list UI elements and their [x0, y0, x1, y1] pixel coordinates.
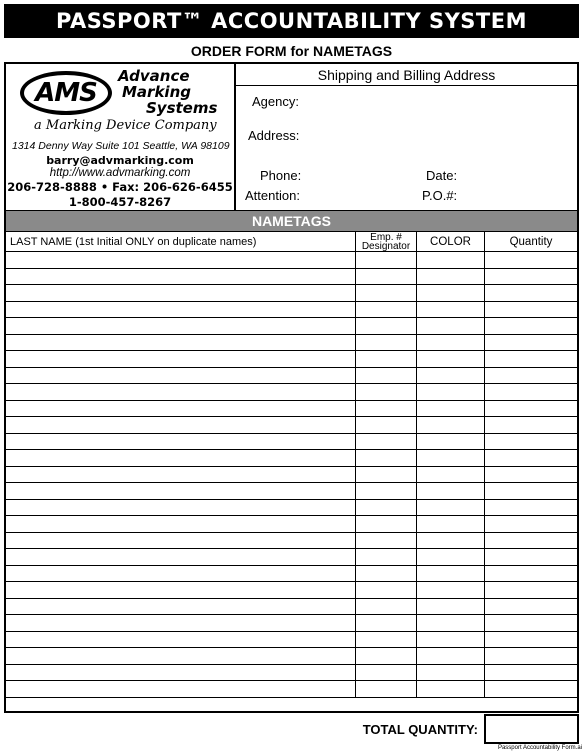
cell-emp-designator[interactable]: [356, 533, 417, 549]
cell-emp-designator[interactable]: [356, 450, 417, 466]
company-tagline: a Marking Device Company: [34, 118, 217, 133]
company-toll-free: 1-800-457-8267: [68, 195, 172, 209]
address-label: Address:: [248, 128, 300, 143]
cell-color[interactable]: [417, 665, 485, 681]
cell-color[interactable]: [417, 417, 485, 433]
cell-last-name[interactable]: [6, 533, 356, 549]
table-row: [6, 681, 577, 698]
table-row: [6, 648, 577, 665]
table-row: [6, 566, 577, 583]
cell-quantity[interactable]: [485, 533, 577, 549]
cell-color[interactable]: [417, 401, 485, 417]
cell-emp-designator[interactable]: [356, 500, 417, 516]
cell-emp-designator[interactable]: [356, 335, 417, 351]
ams-logo-text: AMS: [35, 78, 97, 108]
table-row: [6, 335, 577, 352]
cell-last-name[interactable]: [6, 615, 356, 631]
cell-emp-designator[interactable]: [356, 467, 417, 483]
table-row: [6, 516, 577, 533]
cell-last-name[interactable]: [6, 434, 356, 450]
company-email[interactable]: barry@advmarking.com: [46, 154, 194, 167]
cell-quantity[interactable]: [485, 285, 577, 301]
cell-emp-designator[interactable]: [356, 434, 417, 450]
table-row: [6, 533, 577, 550]
cell-quantity[interactable]: [485, 417, 577, 433]
cell-last-name[interactable]: [6, 632, 356, 648]
cell-emp-designator[interactable]: [356, 582, 417, 598]
cell-emp-designator[interactable]: [356, 648, 417, 664]
cell-color[interactable]: [417, 434, 485, 450]
cell-last-name[interactable]: [6, 417, 356, 433]
cell-last-name[interactable]: [6, 384, 356, 400]
cell-color[interactable]: [417, 632, 485, 648]
cell-emp-designator[interactable]: [356, 302, 417, 318]
cell-last-name[interactable]: [6, 500, 356, 516]
cell-emp-designator[interactable]: [356, 318, 417, 334]
cell-color[interactable]: [417, 384, 485, 400]
table-row: [6, 500, 577, 517]
form-subtitle: ORDER FORM for NAMETAGS: [190, 43, 393, 59]
cell-last-name[interactable]: [6, 252, 356, 268]
table-row: [6, 384, 577, 401]
table-row: [6, 417, 577, 434]
cell-emp-designator[interactable]: [356, 252, 417, 268]
cell-last-name[interactable]: [6, 368, 356, 384]
form-title: PASSPORT™ ACCOUNTABILITY SYSTEM: [4, 4, 579, 38]
company-name-line3: Systems: [146, 99, 218, 117]
cell-last-name[interactable]: [6, 401, 356, 417]
cell-color[interactable]: [417, 467, 485, 483]
cell-last-name[interactable]: [6, 566, 356, 582]
total-quantity-field[interactable]: [484, 714, 579, 744]
ams-logo: [20, 71, 112, 115]
table-row: [6, 632, 577, 649]
table-row: [6, 483, 577, 500]
cell-color[interactable]: [417, 533, 485, 549]
cell-emp-designator[interactable]: [356, 401, 417, 417]
table-row: [6, 401, 577, 418]
cell-last-name[interactable]: [6, 681, 356, 697]
cell-quantity[interactable]: [485, 318, 577, 334]
cell-last-name[interactable]: [6, 302, 356, 318]
cell-last-name[interactable]: [6, 450, 356, 466]
cell-emp-designator[interactable]: [356, 269, 417, 285]
cell-last-name[interactable]: [6, 665, 356, 681]
company-phone-fax: 206-728-8888 • Fax: 206-626-6455: [7, 180, 233, 194]
cell-color[interactable]: [417, 582, 485, 598]
table-row: [6, 467, 577, 484]
cell-emp-designator[interactable]: [356, 417, 417, 433]
file-name-note: Passport Accountability Form.ai: [497, 745, 582, 751]
cell-quantity[interactable]: [485, 302, 577, 318]
shipping-heading: Shipping and Billing Address: [236, 64, 577, 86]
column-color: [417, 232, 485, 251]
cell-emp-designator[interactable]: [356, 549, 417, 565]
attention-label: Attention:: [245, 188, 300, 203]
company-info-panel: [6, 64, 236, 210]
table-row: [6, 351, 577, 368]
column-last-name: [6, 232, 356, 251]
cell-emp-designator[interactable]: [356, 681, 417, 697]
cell-emp-designator[interactable]: [356, 351, 417, 367]
table-row: [6, 302, 577, 319]
column-last-name-label: LAST NAME (1st Initial ONLY on duplicate names): [10, 235, 257, 248]
table-row: [6, 368, 577, 385]
table-row: [6, 450, 577, 467]
cell-color[interactable]: [417, 615, 485, 631]
cell-quantity[interactable]: [485, 500, 577, 516]
cell-quantity[interactable]: [485, 450, 577, 466]
cell-color[interactable]: [417, 269, 485, 285]
cell-quantity[interactable]: [485, 384, 577, 400]
cell-quantity[interactable]: [485, 681, 577, 697]
nametags-section-bar: NAMETAGS: [6, 210, 577, 232]
po-label: P.O.#:: [422, 188, 458, 203]
cell-color[interactable]: [417, 351, 485, 367]
company-name-line2: Marking: [122, 83, 191, 101]
cell-color[interactable]: [417, 368, 485, 384]
table-header: [6, 232, 577, 252]
cell-quantity[interactable]: [485, 335, 577, 351]
cell-quantity[interactable]: [485, 615, 577, 631]
company-name: [116, 68, 232, 116]
cell-last-name[interactable]: [6, 582, 356, 598]
cell-last-name[interactable]: [6, 648, 356, 664]
cell-quantity[interactable]: [485, 252, 577, 268]
cell-quantity[interactable]: [485, 599, 577, 615]
cell-emp-designator[interactable]: [356, 368, 417, 384]
cell-emp-designator[interactable]: [356, 599, 417, 615]
shipping-billing-panel: [236, 64, 577, 210]
cell-color[interactable]: [417, 566, 485, 582]
table-row: [6, 434, 577, 451]
column-color-label: COLOR: [430, 235, 471, 248]
table-row: [6, 318, 577, 335]
company-address: 1314 Denny Way Suite 101 Seattle, WA 98109: [12, 140, 230, 152]
order-form: [4, 62, 579, 713]
cell-quantity[interactable]: [485, 351, 577, 367]
cell-last-name[interactable]: [6, 483, 356, 499]
cell-quantity[interactable]: [485, 665, 577, 681]
cell-quantity[interactable]: [485, 632, 577, 648]
cell-quantity[interactable]: [485, 467, 577, 483]
cell-color[interactable]: [417, 318, 485, 334]
cell-quantity[interactable]: [485, 549, 577, 565]
cell-color[interactable]: [417, 599, 485, 615]
cell-emp-designator[interactable]: [356, 516, 417, 532]
cell-emp-designator[interactable]: [356, 285, 417, 301]
cell-color[interactable]: [417, 285, 485, 301]
table-row: [6, 269, 577, 286]
total-quantity-label: TOTAL QUANTITY:: [362, 722, 478, 737]
cell-last-name[interactable]: [6, 335, 356, 351]
cell-quantity[interactable]: [485, 516, 577, 532]
agency-label: Agency:: [252, 94, 299, 109]
date-label: Date:: [426, 168, 458, 183]
cell-quantity[interactable]: [485, 434, 577, 450]
cell-quantity[interactable]: [485, 269, 577, 285]
cell-color[interactable]: [417, 335, 485, 351]
cell-emp-designator[interactable]: [356, 632, 417, 648]
cell-last-name[interactable]: [6, 351, 356, 367]
phone-label: Phone:: [260, 168, 302, 183]
cell-quantity[interactable]: [485, 401, 577, 417]
cell-color[interactable]: [417, 549, 485, 565]
column-emp-line1: Emp. #: [370, 231, 402, 243]
cell-color[interactable]: [417, 516, 485, 532]
cell-last-name[interactable]: [6, 599, 356, 615]
cell-last-name[interactable]: [6, 269, 356, 285]
column-quantity: [485, 232, 577, 251]
cell-color[interactable]: [417, 483, 485, 499]
cell-color[interactable]: [417, 450, 485, 466]
cell-emp-designator[interactable]: [356, 384, 417, 400]
cell-color[interactable]: [417, 648, 485, 664]
cell-color[interactable]: [417, 681, 485, 697]
table-row: [6, 665, 577, 682]
cell-emp-designator[interactable]: [356, 615, 417, 631]
table-row: [6, 599, 577, 616]
table-row: [6, 582, 577, 599]
cell-quantity[interactable]: [485, 368, 577, 384]
cell-quantity[interactable]: [485, 582, 577, 598]
table-row: [6, 615, 577, 632]
cell-color[interactable]: [417, 500, 485, 516]
cell-last-name[interactable]: [6, 285, 356, 301]
cell-quantity[interactable]: [485, 566, 577, 582]
table-row: [6, 549, 577, 566]
cell-emp-designator[interactable]: [356, 483, 417, 499]
cell-color[interactable]: [417, 302, 485, 318]
cell-quantity[interactable]: [485, 648, 577, 664]
column-emp-line2: Designator: [361, 240, 411, 252]
cell-last-name[interactable]: [6, 516, 356, 532]
cell-color[interactable]: [417, 252, 485, 268]
table-row: [6, 252, 577, 269]
cell-last-name[interactable]: [6, 467, 356, 483]
table-row: [6, 285, 577, 302]
column-quantity-label: Quantity: [509, 235, 553, 248]
company-name-line1: Advance: [118, 67, 190, 85]
company-website[interactable]: http://www.advmarking.com: [49, 167, 191, 179]
column-emp-designator: [356, 232, 417, 251]
cell-emp-designator[interactable]: [356, 665, 417, 681]
cell-emp-designator[interactable]: [356, 566, 417, 582]
cell-last-name[interactable]: [6, 549, 356, 565]
cell-last-name[interactable]: [6, 318, 356, 334]
cell-quantity[interactable]: [485, 483, 577, 499]
